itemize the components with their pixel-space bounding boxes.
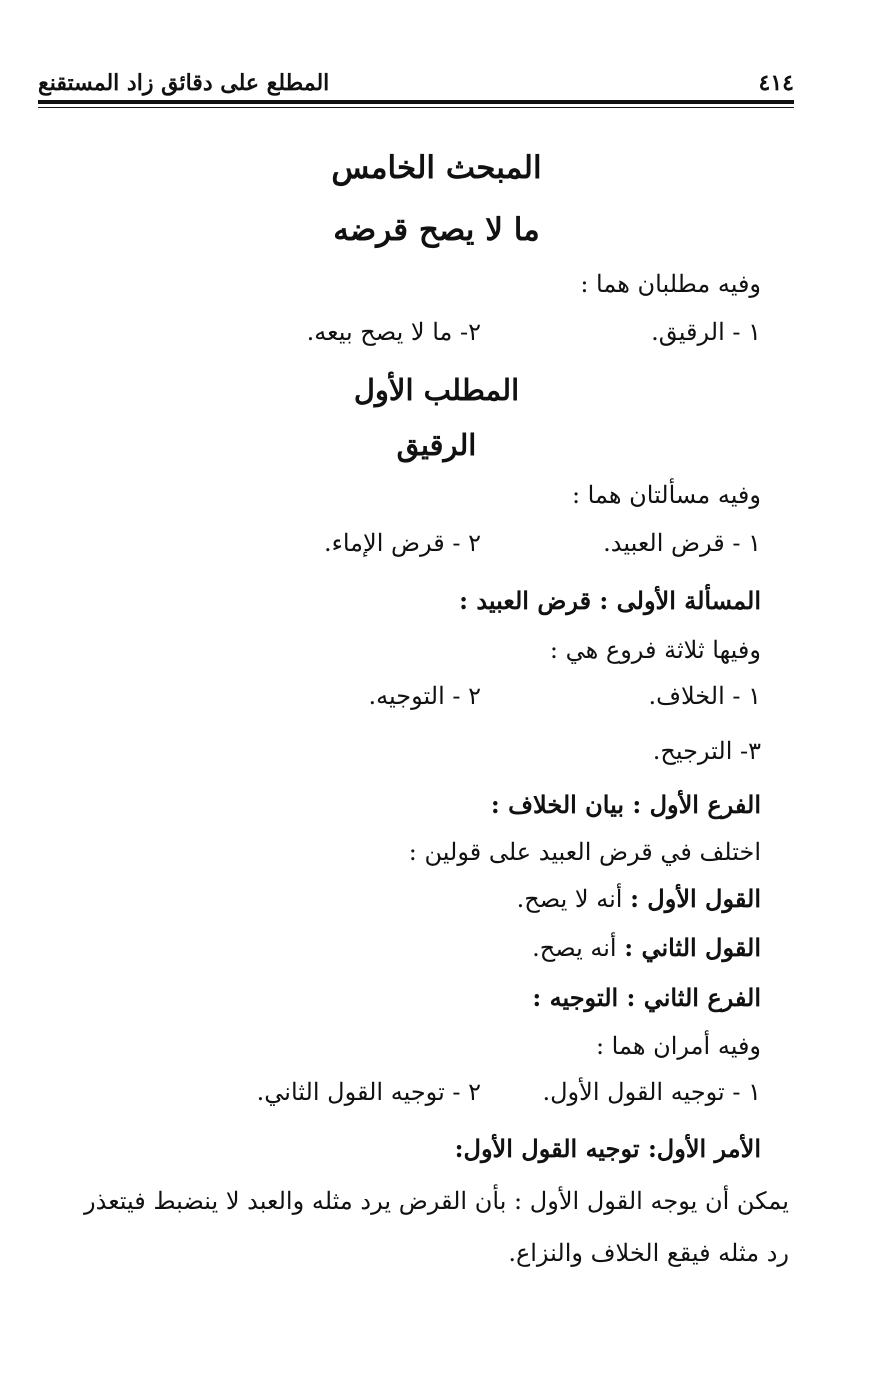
section-intro: وفيه مطلبان هما : [580,270,761,298]
amr1-heading: الأمر الأول: توجيه القول الأول: [454,1134,761,1163]
masala1-heading: المسألة الأولى : قرض العبيد : [459,586,761,615]
page-header [38,70,794,100]
masala1-item-3: ٣- الترجيح. [652,737,761,765]
page-number: ٤١٤ [758,70,794,96]
far2-heading: الفرع الثاني : التوجيه : [532,983,761,1012]
far2-item-1: ١ - توجيه القول الأول. [542,1078,761,1106]
far1-qawl-2 [532,933,761,962]
section-title: المبحث الخامس [331,150,542,186]
section-item-2: ٢- ما لا يصح بيعه. [306,318,481,346]
section-subtitle: ما لا يصح قرضه [333,212,540,248]
matlab-subtitle: الرقيق [396,428,477,462]
far1-text: اختلف في قرض العبيد على قولين : [408,838,761,866]
amr1-paragraph: يمكن أن يوجه القول الأول : بأن القرض يرد مثله والعبد لا ينضبط فيتعذر رد مثله فيقع الخلاف والنزاع. [84,1187,789,1267]
section-item-1: ١ - الرقيق. [651,318,761,346]
matlab-item-1: ١ - قرض العبيد. [603,529,761,557]
qawl-2-label: القول الثاني : [624,933,761,962]
far2-intro: وفيه أمران هما : [595,1032,761,1060]
header-rule-thick [38,100,794,104]
masala1-item-2: ٢ - التوجيه. [368,682,481,710]
masala1-item-1: ١ - الخلاف. [648,682,761,710]
header-rule-thin [38,107,794,108]
far1-qawl-1 [517,884,761,913]
qawl-2-text: أنه يصح. [532,934,617,962]
masala1-intro: وفيها ثلاثة فروع هي : [549,636,761,664]
matlab-title: المطلب الأول [353,373,520,407]
far2-item-2: ٢ - توجيه القول الثاني. [256,1078,481,1106]
qawl-1-label: القول الأول : [630,884,761,913]
matlab-item-2: ٢ - قرض الإماء. [323,529,481,557]
qawl-1-text: أنه لا يصح. [516,885,623,913]
matlab-intro: وفيه مسألتان هما : [571,481,761,509]
far1-heading: الفرع الأول : بيان الخلاف : [490,790,761,819]
running-title: المطلع على دقائق زاد المستقنع [38,70,330,96]
